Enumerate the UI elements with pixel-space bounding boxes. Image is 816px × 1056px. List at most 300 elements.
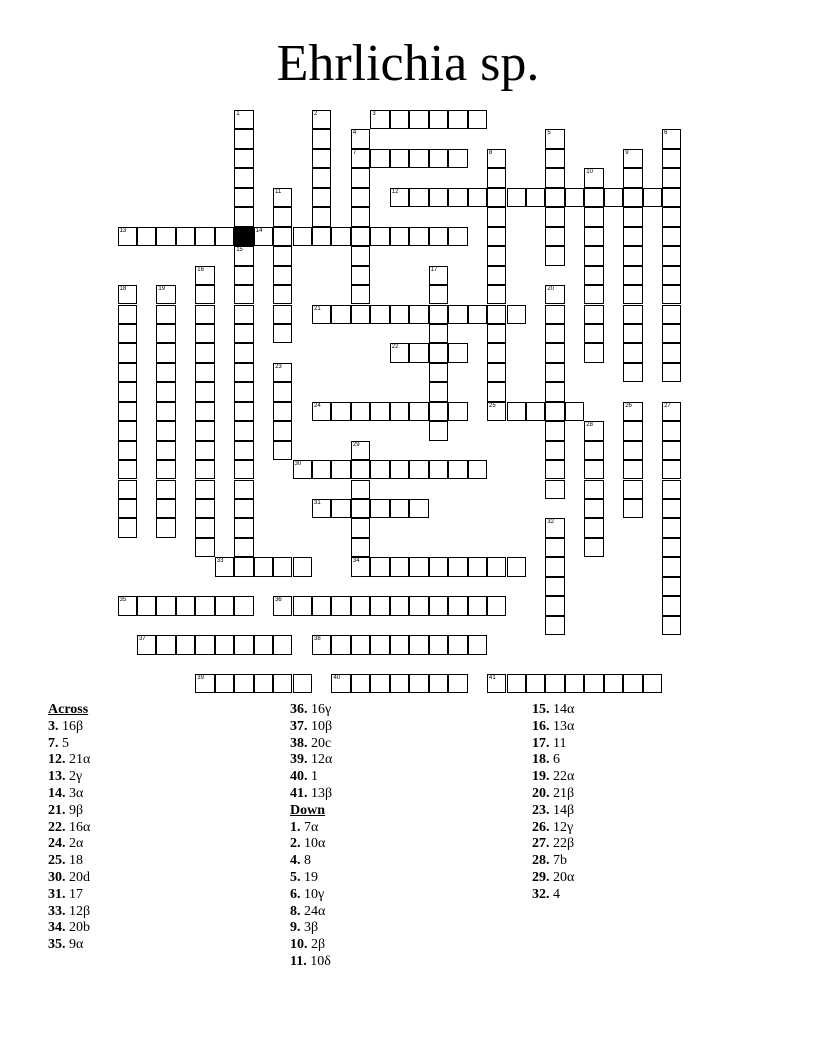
grid-cell[interactable] — [351, 596, 370, 615]
grid-cell[interactable] — [293, 557, 312, 576]
grid-cell[interactable] — [623, 480, 642, 499]
grid-cell[interactable] — [662, 557, 681, 576]
grid-cell[interactable] — [584, 227, 603, 246]
grid-cell[interactable] — [234, 480, 253, 499]
grid-cell[interactable] — [487, 305, 506, 324]
grid-cell[interactable] — [662, 596, 681, 615]
grid-cell[interactable] — [468, 635, 487, 654]
grid-cell[interactable] — [448, 227, 467, 246]
grid-cell[interactable] — [331, 635, 350, 654]
grid-cell[interactable] — [156, 480, 175, 499]
grid-cell[interactable] — [351, 674, 370, 693]
grid-cell[interactable] — [545, 596, 564, 615]
grid-cell[interactable] — [215, 227, 234, 246]
grid-cell[interactable] — [195, 343, 214, 362]
grid-cell[interactable] — [545, 324, 564, 343]
grid-cell[interactable] — [429, 227, 448, 246]
grid-cell[interactable] — [487, 382, 506, 401]
grid-cell[interactable] — [312, 188, 331, 207]
grid-cell[interactable] — [390, 227, 409, 246]
grid-cell[interactable] — [176, 227, 195, 246]
grid-cell[interactable] — [623, 188, 642, 207]
grid-cell[interactable] — [662, 518, 681, 537]
grid-cell[interactable] — [662, 499, 681, 518]
grid-cell[interactable] — [312, 499, 331, 518]
grid-cell[interactable] — [351, 227, 370, 246]
grid-cell[interactable] — [370, 635, 389, 654]
grid-cell[interactable] — [137, 227, 156, 246]
grid-cell[interactable] — [273, 441, 292, 460]
grid-cell[interactable] — [234, 402, 253, 421]
grid-cell[interactable] — [390, 305, 409, 324]
grid-cell[interactable] — [584, 538, 603, 557]
grid-cell[interactable] — [273, 557, 292, 576]
grid-cell[interactable] — [195, 480, 214, 499]
grid-cell[interactable] — [429, 266, 448, 285]
grid-cell[interactable] — [409, 460, 428, 479]
grid-cell[interactable] — [156, 324, 175, 343]
grid-cell[interactable] — [234, 129, 253, 148]
grid-cell[interactable] — [545, 382, 564, 401]
grid-cell[interactable] — [370, 305, 389, 324]
grid-cell[interactable] — [448, 110, 467, 129]
grid-cell[interactable] — [195, 421, 214, 440]
grid-cell[interactable] — [254, 674, 273, 693]
grid-cell[interactable] — [390, 110, 409, 129]
grid-cell[interactable] — [584, 188, 603, 207]
grid-cell[interactable] — [234, 635, 253, 654]
grid-cell[interactable] — [390, 343, 409, 362]
grid-cell[interactable] — [370, 110, 389, 129]
grid-cell[interactable] — [623, 246, 642, 265]
grid-cell[interactable] — [565, 188, 584, 207]
grid-cell[interactable] — [409, 402, 428, 421]
grid-cell[interactable] — [331, 674, 350, 693]
grid-cell[interactable] — [429, 149, 448, 168]
grid-cell[interactable] — [351, 266, 370, 285]
grid-cell[interactable] — [195, 227, 214, 246]
grid-cell[interactable] — [331, 499, 350, 518]
grid-cell[interactable] — [565, 402, 584, 421]
grid-cell[interactable] — [273, 285, 292, 304]
grid-cell[interactable] — [623, 460, 642, 479]
grid-cell[interactable] — [351, 188, 370, 207]
grid-cell[interactable] — [584, 460, 603, 479]
grid-cell[interactable] — [429, 188, 448, 207]
grid-cell[interactable] — [195, 499, 214, 518]
grid-cell[interactable] — [351, 246, 370, 265]
grid-cell[interactable] — [351, 285, 370, 304]
grid-cell[interactable] — [545, 129, 564, 148]
grid-cell[interactable] — [662, 441, 681, 460]
grid-cell[interactable] — [195, 363, 214, 382]
grid-cell[interactable] — [176, 635, 195, 654]
grid-cell[interactable] — [390, 149, 409, 168]
grid-cell[interactable] — [234, 421, 253, 440]
grid-cell[interactable] — [273, 324, 292, 343]
grid-cell[interactable] — [234, 246, 253, 265]
grid-cell[interactable] — [429, 557, 448, 576]
grid-cell[interactable] — [429, 382, 448, 401]
grid-cell[interactable] — [545, 441, 564, 460]
grid-cell[interactable] — [312, 305, 331, 324]
grid-cell[interactable] — [623, 499, 642, 518]
grid-cell[interactable] — [448, 402, 467, 421]
grid-cell[interactable] — [118, 285, 137, 304]
grid-cell[interactable] — [623, 168, 642, 187]
grid-cell[interactable] — [429, 421, 448, 440]
grid-cell[interactable] — [234, 266, 253, 285]
grid-cell[interactable] — [254, 227, 273, 246]
grid-cell[interactable] — [662, 324, 681, 343]
grid-cell[interactable] — [448, 305, 467, 324]
grid-cell[interactable] — [293, 596, 312, 615]
grid-cell[interactable] — [623, 207, 642, 226]
grid-cell[interactable] — [409, 596, 428, 615]
grid-cell[interactable] — [273, 188, 292, 207]
grid-cell[interactable] — [331, 596, 350, 615]
grid-cell[interactable] — [351, 207, 370, 226]
grid-cell[interactable] — [487, 188, 506, 207]
grid-cell[interactable] — [234, 343, 253, 362]
grid-cell[interactable] — [604, 674, 623, 693]
grid-cell[interactable] — [623, 227, 642, 246]
grid-cell[interactable] — [351, 480, 370, 499]
grid-cell[interactable] — [137, 635, 156, 654]
grid-cell[interactable] — [390, 635, 409, 654]
grid-cell[interactable] — [390, 402, 409, 421]
grid-cell[interactable] — [156, 460, 175, 479]
grid-cell[interactable] — [156, 402, 175, 421]
grid-cell[interactable] — [584, 246, 603, 265]
grid-cell[interactable] — [429, 596, 448, 615]
grid-cell[interactable] — [215, 674, 234, 693]
grid-cell[interactable] — [331, 402, 350, 421]
grid-cell[interactable] — [662, 460, 681, 479]
grid-cell[interactable] — [448, 188, 467, 207]
grid-cell[interactable] — [545, 674, 564, 693]
grid-cell[interactable] — [273, 363, 292, 382]
grid-cell[interactable] — [234, 324, 253, 343]
grid-cell[interactable] — [273, 382, 292, 401]
grid-cell[interactable] — [468, 460, 487, 479]
grid-cell[interactable] — [623, 324, 642, 343]
grid-cell[interactable] — [662, 188, 681, 207]
grid-cell[interactable] — [156, 227, 175, 246]
grid-cell[interactable] — [273, 207, 292, 226]
grid-cell[interactable] — [118, 460, 137, 479]
grid-cell[interactable] — [409, 305, 428, 324]
grid-cell[interactable] — [584, 207, 603, 226]
grid-cell[interactable] — [565, 674, 584, 693]
grid-cell[interactable] — [156, 596, 175, 615]
grid-cell[interactable] — [662, 129, 681, 148]
grid-cell[interactable] — [195, 324, 214, 343]
grid-cell[interactable] — [545, 402, 564, 421]
grid-cell[interactable] — [584, 285, 603, 304]
grid-cell[interactable] — [118, 518, 137, 537]
grid-cell[interactable] — [351, 538, 370, 557]
grid-cell[interactable] — [195, 266, 214, 285]
grid-cell[interactable] — [234, 149, 253, 168]
grid-cell[interactable] — [545, 285, 564, 304]
grid-cell[interactable] — [370, 557, 389, 576]
grid-cell[interactable] — [623, 149, 642, 168]
grid-cell[interactable] — [584, 343, 603, 362]
grid-cell[interactable] — [662, 343, 681, 362]
grid-cell[interactable] — [662, 480, 681, 499]
grid-cell[interactable] — [234, 285, 253, 304]
grid-cell[interactable] — [468, 305, 487, 324]
grid-cell[interactable] — [195, 518, 214, 537]
grid-cell[interactable] — [623, 285, 642, 304]
grid-cell[interactable] — [370, 596, 389, 615]
grid-cell[interactable] — [234, 305, 253, 324]
grid-cell[interactable] — [429, 305, 448, 324]
grid-cell[interactable] — [662, 616, 681, 635]
grid-cell[interactable] — [448, 343, 467, 362]
grid-cell[interactable] — [370, 674, 389, 693]
grid-cell[interactable] — [273, 227, 292, 246]
grid-cell[interactable] — [487, 343, 506, 362]
grid-cell[interactable] — [234, 499, 253, 518]
grid-cell[interactable] — [487, 363, 506, 382]
grid-cell[interactable] — [118, 382, 137, 401]
grid-cell[interactable] — [254, 557, 273, 576]
grid-cell[interactable] — [545, 460, 564, 479]
grid-cell[interactable] — [215, 596, 234, 615]
grid-cell[interactable] — [487, 168, 506, 187]
grid-cell[interactable] — [234, 596, 253, 615]
grid-cell[interactable] — [215, 557, 234, 576]
grid-cell[interactable] — [662, 421, 681, 440]
grid-cell[interactable] — [662, 246, 681, 265]
grid-cell[interactable] — [293, 674, 312, 693]
grid-cell[interactable] — [409, 557, 428, 576]
grid-cell[interactable] — [487, 557, 506, 576]
grid-cell[interactable] — [351, 460, 370, 479]
grid-cell[interactable] — [293, 227, 312, 246]
grid-cell[interactable] — [409, 635, 428, 654]
grid-cell[interactable] — [273, 635, 292, 654]
grid-cell[interactable] — [370, 499, 389, 518]
grid-cell[interactable] — [448, 635, 467, 654]
grid-cell[interactable] — [507, 305, 526, 324]
grid-cell[interactable] — [215, 635, 234, 654]
grid-cell[interactable] — [584, 168, 603, 187]
grid-cell[interactable] — [390, 596, 409, 615]
grid-cell[interactable] — [429, 674, 448, 693]
grid-cell[interactable] — [545, 480, 564, 499]
grid-cell[interactable] — [234, 460, 253, 479]
grid-cell[interactable] — [312, 149, 331, 168]
grid-cell[interactable] — [234, 674, 253, 693]
grid-cell[interactable] — [156, 363, 175, 382]
grid-cell[interactable] — [409, 674, 428, 693]
grid-cell[interactable] — [195, 305, 214, 324]
grid-cell[interactable] — [468, 557, 487, 576]
grid-cell[interactable] — [545, 149, 564, 168]
grid-cell[interactable] — [156, 382, 175, 401]
grid-cell[interactable] — [545, 168, 564, 187]
grid-cell[interactable] — [293, 460, 312, 479]
grid-cell[interactable] — [409, 499, 428, 518]
grid-cell[interactable] — [545, 227, 564, 246]
grid-cell[interactable] — [507, 188, 526, 207]
grid-cell[interactable] — [351, 305, 370, 324]
grid-cell[interactable] — [370, 402, 389, 421]
grid-cell[interactable] — [429, 460, 448, 479]
grid-cell[interactable] — [487, 207, 506, 226]
grid-cell[interactable] — [623, 402, 642, 421]
grid-cell[interactable] — [351, 441, 370, 460]
grid-cell[interactable] — [273, 305, 292, 324]
grid-cell[interactable] — [137, 596, 156, 615]
grid-cell[interactable] — [584, 441, 603, 460]
grid-cell[interactable] — [623, 674, 642, 693]
grid-cell[interactable] — [273, 266, 292, 285]
grid-cell[interactable] — [118, 499, 137, 518]
grid-cell[interactable] — [351, 499, 370, 518]
grid-cell[interactable] — [118, 402, 137, 421]
grid-cell[interactable] — [487, 227, 506, 246]
grid-cell[interactable] — [623, 363, 642, 382]
grid-cell[interactable] — [448, 674, 467, 693]
grid-cell[interactable] — [623, 421, 642, 440]
grid-cell[interactable] — [545, 421, 564, 440]
grid-cell[interactable] — [390, 557, 409, 576]
grid-cell[interactable] — [507, 674, 526, 693]
grid-cell[interactable] — [273, 674, 292, 693]
grid-cell[interactable] — [370, 227, 389, 246]
grid-cell[interactable] — [195, 285, 214, 304]
grid-cell[interactable] — [234, 538, 253, 557]
grid-cell[interactable] — [409, 110, 428, 129]
grid-cell[interactable] — [584, 421, 603, 440]
grid-cell[interactable] — [118, 421, 137, 440]
grid-cell[interactable] — [662, 168, 681, 187]
grid-cell[interactable] — [312, 635, 331, 654]
grid-cell[interactable] — [545, 363, 564, 382]
grid-cell[interactable] — [195, 538, 214, 557]
grid-cell[interactable] — [409, 343, 428, 362]
grid-cell[interactable] — [118, 441, 137, 460]
grid-cell[interactable] — [662, 149, 681, 168]
grid-cell[interactable] — [468, 596, 487, 615]
grid-cell[interactable] — [195, 382, 214, 401]
grid-cell[interactable] — [273, 421, 292, 440]
grid-cell[interactable] — [545, 557, 564, 576]
grid-cell[interactable] — [176, 596, 195, 615]
grid-cell[interactable] — [487, 266, 506, 285]
grid-cell[interactable] — [584, 480, 603, 499]
grid-cell[interactable] — [156, 343, 175, 362]
grid-cell[interactable] — [448, 149, 467, 168]
grid-cell[interactable] — [623, 305, 642, 324]
grid-cell[interactable] — [195, 402, 214, 421]
grid-cell[interactable] — [526, 402, 545, 421]
grid-cell[interactable] — [312, 227, 331, 246]
grid-cell[interactable] — [234, 207, 253, 226]
grid-cell[interactable] — [623, 441, 642, 460]
grid-cell[interactable] — [545, 518, 564, 537]
grid-cell[interactable] — [234, 363, 253, 382]
grid-cell[interactable] — [487, 402, 506, 421]
grid-cell[interactable] — [195, 441, 214, 460]
grid-cell[interactable] — [526, 674, 545, 693]
grid-cell[interactable] — [312, 402, 331, 421]
grid-cell[interactable] — [448, 557, 467, 576]
grid-cell[interactable] — [662, 285, 681, 304]
grid-cell[interactable] — [331, 305, 350, 324]
grid-cell[interactable] — [156, 499, 175, 518]
grid-cell[interactable] — [429, 635, 448, 654]
grid-cell[interactable] — [351, 168, 370, 187]
grid-cell[interactable] — [273, 402, 292, 421]
grid-cell[interactable] — [351, 402, 370, 421]
grid-cell[interactable] — [487, 596, 506, 615]
grid-cell[interactable] — [429, 363, 448, 382]
grid-cell[interactable] — [468, 110, 487, 129]
grid-cell[interactable] — [487, 149, 506, 168]
grid-cell[interactable] — [584, 266, 603, 285]
grid-cell[interactable] — [487, 285, 506, 304]
grid-cell[interactable] — [545, 305, 564, 324]
grid-cell[interactable] — [623, 343, 642, 362]
grid-cell[interactable] — [234, 518, 253, 537]
grid-cell[interactable] — [234, 188, 253, 207]
grid-cell[interactable] — [662, 363, 681, 382]
grid-cell[interactable] — [545, 188, 564, 207]
grid-cell[interactable] — [156, 635, 175, 654]
grid-cell[interactable] — [195, 460, 214, 479]
grid-cell[interactable] — [351, 518, 370, 537]
grid-cell[interactable] — [254, 635, 273, 654]
grid-cell[interactable] — [623, 266, 642, 285]
grid-cell[interactable] — [429, 324, 448, 343]
grid-cell[interactable] — [234, 168, 253, 187]
grid-cell[interactable] — [584, 499, 603, 518]
grid-cell[interactable] — [312, 207, 331, 226]
grid-cell[interactable] — [545, 538, 564, 557]
grid-cell[interactable] — [584, 674, 603, 693]
grid-cell[interactable] — [195, 635, 214, 654]
grid-cell[interactable] — [429, 343, 448, 362]
grid-cell[interactable] — [156, 285, 175, 304]
grid-cell[interactable] — [370, 149, 389, 168]
grid-cell[interactable] — [312, 129, 331, 148]
grid-cell[interactable] — [156, 305, 175, 324]
grid-cell[interactable] — [662, 577, 681, 596]
grid-cell[interactable] — [604, 188, 623, 207]
grid-cell[interactable] — [351, 129, 370, 148]
grid-cell[interactable] — [195, 596, 214, 615]
grid-cell[interactable] — [234, 557, 253, 576]
grid-cell[interactable] — [487, 246, 506, 265]
grid-cell[interactable] — [662, 538, 681, 557]
grid-cell[interactable] — [234, 382, 253, 401]
grid-cell[interactable] — [156, 421, 175, 440]
grid-cell[interactable] — [234, 441, 253, 460]
grid-cell[interactable] — [118, 480, 137, 499]
grid-cell[interactable] — [487, 674, 506, 693]
grid-cell[interactable] — [662, 305, 681, 324]
grid-cell[interactable] — [448, 596, 467, 615]
grid-cell[interactable] — [468, 188, 487, 207]
grid-cell[interactable] — [351, 149, 370, 168]
grid-cell[interactable] — [331, 227, 350, 246]
grid-cell[interactable] — [312, 596, 331, 615]
